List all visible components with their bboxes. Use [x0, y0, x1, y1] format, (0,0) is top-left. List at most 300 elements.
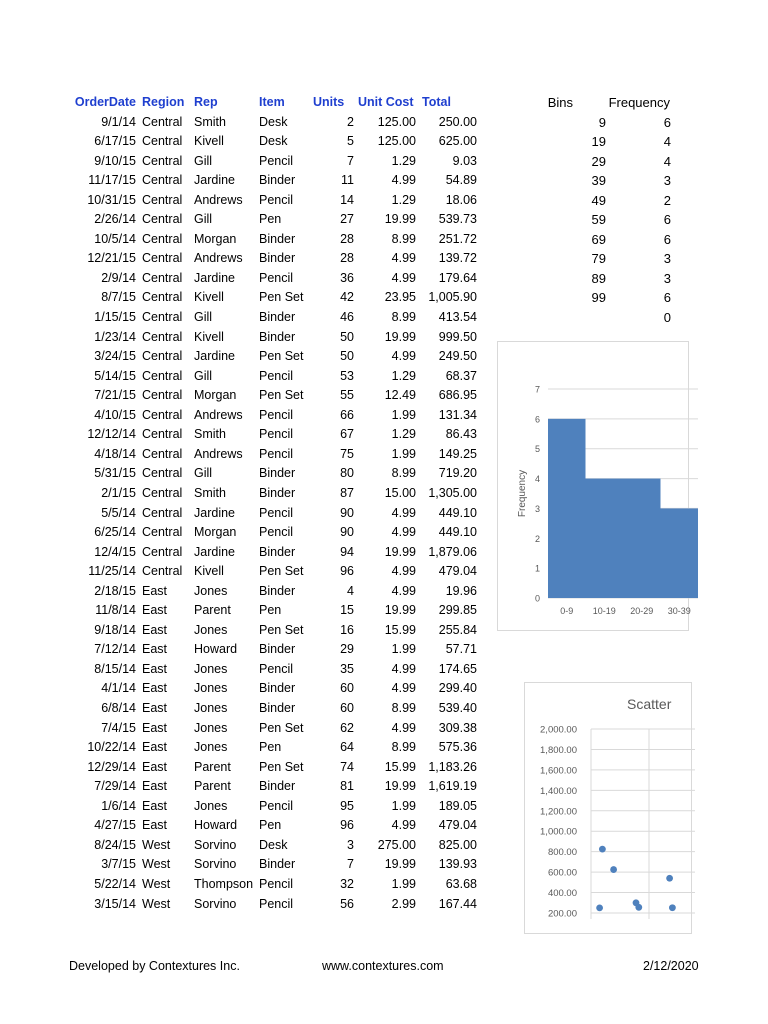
cell-unit-cost: 1.99	[391, 642, 416, 657]
cell-total: 139.72	[438, 251, 477, 266]
x-tick-label: 30-39	[667, 606, 691, 616]
cell-item: Binder	[259, 231, 296, 246]
cell-units: 53	[340, 368, 354, 383]
cell-unit-cost: 15.99	[384, 759, 416, 774]
scatter-point	[599, 846, 606, 853]
cell-order-date: 4/27/15	[94, 818, 136, 833]
cell-rep: Sorvino	[194, 896, 237, 911]
scatter-point	[669, 904, 676, 911]
cell-total: 999.50	[438, 329, 477, 344]
cell-order-date: 12/4/15	[94, 544, 136, 559]
cell-units: 4	[347, 583, 354, 598]
cell-order-date: 10/22/14	[87, 740, 136, 755]
cell-total: 174.65	[438, 661, 477, 676]
cell-units: 67	[340, 427, 354, 442]
cell-unit-cost: 2.99	[391, 896, 416, 911]
cell-region: West	[142, 896, 171, 911]
cell-region: Central	[142, 231, 183, 246]
cell-units: 7	[347, 153, 354, 168]
x-tick-label: 0-9	[560, 606, 574, 616]
cell-region: Central	[142, 114, 183, 129]
header-bins: Bins	[547, 95, 573, 110]
scatter-point	[596, 904, 603, 911]
cell-unit-cost: 12.49	[384, 388, 416, 403]
cell-total: 1,005.90	[428, 290, 477, 305]
cell-item: Pen Set	[259, 564, 304, 579]
cell-unit-cost: 1.99	[391, 876, 416, 891]
cell-order-date: 2/26/14	[94, 212, 136, 227]
cell-rep: Andrews	[194, 446, 243, 461]
cell-unit-cost: 23.95	[384, 290, 416, 305]
cell-unit-cost: 1.29	[391, 427, 416, 442]
cell-rep: Jones	[194, 583, 228, 598]
cell-units: 2	[347, 114, 354, 129]
cell-unit-cost: 8.99	[391, 231, 416, 246]
cell-region: Central	[142, 505, 183, 520]
cell-total: 179.64	[438, 270, 477, 285]
footer-developer: Developed by Contextures Inc.	[69, 959, 240, 973]
cell-rep: Andrews	[194, 251, 243, 266]
cell-item: Pen Set	[259, 290, 304, 305]
cell-frequency: 3	[663, 251, 671, 267]
cell-order-date: 11/17/15	[88, 173, 136, 188]
cell-units: 66	[340, 407, 354, 422]
cell-rep: Smith	[194, 485, 226, 500]
cell-total: 9.03	[452, 153, 477, 168]
y-tick-label: 1	[534, 563, 540, 574]
y-tick-label: 6	[534, 414, 540, 425]
cell-rep: Howard	[194, 642, 238, 657]
cell-rep: Sorvino	[194, 857, 237, 872]
cell-bin: 19	[591, 134, 606, 150]
cell-units: 46	[340, 310, 354, 324]
cell-frequency: 2	[663, 192, 671, 208]
cell-item: Pencil	[259, 446, 294, 461]
cell-order-date: 4/18/14	[94, 446, 136, 461]
histogram-chart[interactable]	[497, 341, 689, 631]
cell-item: Pencil	[259, 192, 294, 207]
cell-region: Central	[142, 544, 183, 559]
cell-rep: Kivell	[194, 134, 224, 149]
y-axis-title: Frequency	[517, 469, 528, 518]
cell-units: 62	[340, 720, 354, 735]
cell-bin: 39	[591, 173, 606, 189]
scatter-plot	[525, 683, 691, 933]
cell-units: 28	[340, 231, 354, 246]
y-tick-label: 1,000.00	[540, 826, 577, 838]
cell-order-date: 5/22/14	[94, 876, 136, 891]
cell-total: 189.05	[438, 798, 477, 813]
cell-rep: Jones	[194, 661, 228, 676]
cell-units: 90	[340, 505, 354, 520]
cell-rep: Parent	[194, 779, 231, 794]
cell-frequency: 6	[663, 212, 671, 228]
cell-region: Central	[142, 153, 183, 168]
cell-rep: Morgan	[194, 388, 237, 403]
cell-units: 75	[340, 446, 354, 461]
cell-unit-cost: 125.00	[377, 114, 416, 129]
histogram-bar	[548, 419, 586, 598]
cell-region: East	[142, 720, 168, 735]
cell-rep: Gill	[194, 466, 213, 481]
cell-units: 32	[340, 876, 354, 891]
cell-region: East	[142, 779, 168, 794]
cell-rep: Gill	[194, 368, 213, 383]
histogram-bar	[586, 479, 624, 598]
cell-frequency: 0	[663, 310, 671, 325]
cell-region: East	[142, 603, 168, 618]
cell-frequency: 6	[663, 290, 671, 306]
cell-rep: Jardine	[194, 349, 235, 364]
cell-order-date: 4/1/14	[101, 681, 136, 696]
cell-rep: Jones	[194, 681, 228, 696]
scatter-chart[interactable]	[524, 682, 692, 934]
cell-frequency: 3	[663, 270, 671, 286]
cell-item: Binder	[259, 681, 296, 696]
cell-region: East	[142, 818, 168, 833]
cell-total: 57.71	[445, 642, 477, 657]
cell-frequency: 3	[663, 173, 671, 189]
cell-total: 149.25	[438, 446, 477, 461]
cell-region: Central	[142, 192, 183, 207]
cell-item: Binder	[259, 329, 296, 344]
cell-units: 60	[340, 701, 354, 715]
cell-unit-cost: 8.99	[391, 740, 416, 755]
cell-item: Binder	[259, 310, 296, 324]
cell-order-date: 8/7/15	[101, 290, 136, 305]
cell-units: 87	[340, 485, 354, 500]
cell-rep: Jardine	[194, 173, 235, 188]
cell-unit-cost: 125.00	[377, 134, 416, 149]
y-tick-label: 600.00	[547, 867, 577, 879]
cell-order-date: 5/5/14	[101, 505, 136, 520]
cell-order-date: 7/21/15	[94, 388, 136, 403]
cell-order-date: 9/1/14	[101, 114, 136, 129]
cell-units: 96	[340, 564, 354, 579]
y-tick-label: 2	[534, 533, 540, 544]
cell-rep: Thompson	[194, 876, 254, 891]
footer-date: 2/12/2020	[643, 959, 699, 973]
cell-region: Central	[142, 564, 183, 579]
cell-total: 86.43	[445, 427, 477, 442]
cell-rep: Andrews	[194, 407, 243, 422]
header-region: Region	[142, 95, 185, 109]
cell-units: 94	[340, 544, 354, 559]
cell-order-date: 11/25/14	[88, 564, 136, 579]
cell-units: 64	[340, 740, 354, 755]
cell-rep: Jardine	[194, 544, 235, 559]
cell-region: Central	[142, 251, 183, 266]
cell-total: 309.38	[438, 720, 477, 735]
scatter-point	[666, 875, 673, 882]
cell-rep: Morgan	[194, 525, 237, 540]
cell-unit-cost: 19.99	[384, 857, 416, 872]
cell-total: 1,879.06	[428, 544, 477, 559]
cell-order-date: 12/12/14	[87, 427, 136, 442]
cell-unit-cost: 1.99	[391, 446, 416, 461]
cell-units: 28	[340, 251, 354, 266]
cell-unit-cost: 15.00	[384, 485, 416, 500]
cell-unit-cost: 4.99	[391, 270, 416, 285]
cell-unit-cost: 4.99	[391, 505, 416, 520]
y-tick-label: 3	[534, 503, 540, 514]
cell-total: 299.85	[438, 603, 477, 618]
cell-rep: Kivell	[194, 290, 224, 305]
cell-unit-cost: 15.99	[384, 622, 416, 637]
cell-unit-cost: 19.99	[384, 329, 416, 344]
cell-total: 625.00	[438, 134, 477, 149]
cell-order-date: 12/29/14	[87, 759, 136, 774]
cell-region: Central	[142, 446, 183, 461]
cell-unit-cost: 1.29	[391, 192, 416, 207]
cell-unit-cost: 8.99	[391, 310, 416, 324]
cell-unit-cost: 8.99	[391, 701, 416, 715]
cell-bin: 89	[591, 270, 606, 286]
cell-item: Desk	[259, 114, 288, 129]
cell-region: East	[142, 759, 168, 774]
cell-item: Pen	[259, 603, 282, 618]
cell-total: 479.04	[438, 818, 477, 833]
cell-region: West	[142, 837, 171, 852]
cell-rep: Jones	[194, 798, 228, 813]
cell-item: Pen	[259, 818, 282, 833]
cell-unit-cost: 4.99	[391, 349, 416, 364]
cell-order-date: 12/21/15	[87, 251, 136, 266]
cell-rep: Sorvino	[194, 837, 237, 852]
cell-order-date: 9/10/15	[94, 153, 136, 168]
cell-units: 5	[347, 134, 354, 149]
cell-item: Pencil	[259, 407, 294, 422]
cell-unit-cost: 275.00	[377, 837, 416, 852]
cell-total: 719.20	[438, 466, 477, 481]
cell-item: Pencil	[259, 368, 294, 383]
cell-item: Pen Set	[259, 622, 304, 637]
cell-total: 139.93	[438, 857, 477, 872]
y-tick-label: 1,800.00	[540, 744, 577, 756]
cell-rep: Andrews	[194, 192, 243, 207]
cell-order-date: 11/8/14	[95, 603, 136, 618]
cell-region: Central	[142, 466, 183, 481]
cell-units: 50	[340, 329, 354, 344]
header-total: Total	[422, 95, 451, 109]
cell-item: Pencil	[259, 270, 294, 285]
cell-unit-cost: 4.99	[391, 661, 416, 676]
cell-item: Pen Set	[259, 720, 304, 735]
y-tick-label: 800.00	[547, 847, 577, 859]
y-tick-label: 1,600.00	[540, 765, 577, 777]
y-tick-label: 1,400.00	[540, 785, 577, 797]
cell-item: Binder	[259, 544, 296, 559]
cell-total: 449.10	[438, 505, 477, 520]
cell-region: East	[142, 642, 168, 657]
cell-order-date: 2/1/15	[101, 485, 136, 500]
y-tick-label: 1,200.00	[540, 806, 577, 818]
cell-frequency: 4	[663, 153, 671, 169]
header-item: Item	[259, 95, 285, 109]
cell-rep: Kivell	[194, 564, 224, 579]
cell-order-date: 5/14/15	[94, 368, 136, 383]
histogram-bar	[623, 479, 661, 598]
cell-total: 18.06	[445, 192, 477, 207]
cell-region: East	[142, 740, 168, 755]
cell-unit-cost: 8.99	[391, 466, 416, 481]
cell-region: Central	[142, 368, 183, 383]
cell-total: 825.00	[438, 837, 477, 852]
header-rep: Rep	[194, 95, 218, 109]
cell-order-date: 2/18/15	[94, 583, 136, 598]
cell-order-date: 8/15/14	[94, 661, 136, 676]
cell-region: Central	[142, 525, 183, 540]
cell-total: 1,305.00	[428, 485, 477, 500]
cell-order-date: 10/31/15	[87, 192, 136, 207]
cell-unit-cost: 1.99	[391, 798, 416, 813]
scatter-point	[635, 904, 642, 911]
cell-region: East	[142, 681, 168, 696]
cell-total: 575.36	[438, 740, 477, 755]
cell-order-date: 1/23/14	[94, 329, 136, 344]
cell-region: East	[142, 661, 168, 676]
y-tick-label: 5	[534, 444, 540, 455]
cell-rep: Smith	[194, 114, 226, 129]
cell-item: Pencil	[259, 896, 294, 911]
cell-item: Pencil	[259, 798, 294, 813]
cell-units: 35	[340, 661, 354, 676]
cell-order-date: 1/6/14	[101, 798, 136, 813]
cell-region: East	[142, 798, 168, 813]
cell-total: 413.54	[438, 310, 477, 324]
cell-bin: 59	[591, 212, 606, 228]
cell-region: Central	[142, 134, 183, 149]
cell-total: 1,619.19	[428, 779, 477, 794]
cell-order-date: 7/12/14	[94, 642, 136, 657]
cell-item: Binder	[259, 857, 296, 872]
cell-item: Pencil	[259, 525, 294, 540]
cell-rep: Howard	[194, 818, 238, 833]
cell-unit-cost: 4.99	[391, 251, 416, 266]
cell-region: Central	[142, 329, 183, 344]
cell-units: 60	[340, 681, 354, 696]
cell-region: West	[142, 876, 171, 891]
cell-region: Central	[142, 388, 183, 403]
cell-units: 11	[341, 173, 354, 188]
cell-total: 68.37	[445, 368, 477, 383]
cell-units: 27	[340, 212, 354, 227]
cell-item: Desk	[259, 134, 288, 149]
cell-total: 249.50	[438, 349, 477, 364]
cell-rep: Jones	[194, 740, 228, 755]
cell-order-date: 5/31/15	[94, 466, 136, 481]
chart-title: Scatter	[627, 696, 672, 712]
y-tick-label: 7	[534, 384, 540, 395]
cell-bin: 29	[591, 153, 606, 169]
histogram-bar	[661, 508, 699, 598]
cell-order-date: 3/24/15	[94, 349, 136, 364]
cell-unit-cost: 4.99	[391, 564, 416, 579]
cell-units: 50	[340, 349, 354, 364]
cell-units: 36	[340, 270, 354, 285]
cell-unit-cost: 19.99	[384, 779, 416, 794]
y-tick-label: 200.00	[547, 908, 577, 920]
cell-item: Pencil	[259, 427, 294, 442]
cell-region: East	[142, 701, 168, 715]
histogram-plot	[498, 342, 691, 630]
cell-total: 686.95	[438, 388, 477, 403]
cell-unit-cost: 19.99	[384, 603, 416, 618]
y-tick-label: 0	[534, 593, 540, 604]
cell-region: Central	[142, 290, 183, 305]
cell-region: East	[142, 583, 168, 598]
cell-units: 3	[347, 837, 354, 852]
cell-region: Central	[142, 310, 183, 324]
cell-rep: Gill	[194, 153, 213, 168]
cell-item: Binder	[259, 173, 296, 188]
cell-order-date: 3/7/15	[101, 857, 136, 872]
cell-rep: Parent	[194, 759, 231, 774]
cell-item: Pen	[259, 740, 282, 755]
cell-units: 90	[340, 525, 354, 540]
cell-total: 1,183.26	[428, 759, 477, 774]
cell-order-date: 1/15/15	[94, 310, 136, 324]
cell-rep: Gill	[194, 310, 213, 324]
cell-item: Binder	[259, 583, 296, 598]
cell-units: 16	[340, 622, 354, 637]
cell-bin: 9	[598, 114, 606, 130]
cell-units: 29	[340, 642, 354, 657]
cell-region: Central	[142, 427, 183, 442]
cell-units: 42	[340, 290, 354, 305]
cell-bin: 69	[591, 231, 606, 247]
cell-region: Central	[142, 407, 183, 422]
cell-item: Pencil	[259, 505, 294, 520]
cell-unit-cost: 1.29	[391, 153, 416, 168]
scatter-point	[610, 866, 617, 873]
cell-item: Pen	[259, 212, 282, 227]
cell-total: 250.00	[438, 114, 477, 129]
cell-rep: Parent	[194, 603, 231, 618]
cell-unit-cost: 1.29	[391, 368, 416, 383]
cell-unit-cost: 4.99	[391, 173, 416, 188]
cell-rep: Jones	[194, 622, 228, 637]
cell-order-date: 2/9/14	[101, 270, 136, 285]
cell-frequency: 4	[663, 134, 671, 150]
cell-units: 96	[340, 818, 354, 833]
cell-order-date: 9/18/14	[94, 622, 136, 637]
header-order-date: OrderDate	[74, 95, 136, 109]
cell-region: Central	[142, 173, 183, 188]
cell-bin: 99	[591, 290, 606, 306]
cell-order-date: 4/10/15	[94, 407, 136, 422]
cell-order-date: 7/29/14	[94, 779, 136, 794]
cell-item: Binder	[259, 642, 296, 657]
cell-units: 55	[340, 388, 354, 403]
cell-order-date: 6/8/14	[101, 701, 136, 715]
cell-rep: Gill	[194, 212, 213, 227]
cell-units: 7	[347, 857, 354, 872]
y-tick-label: 2,000.00	[540, 724, 577, 736]
cell-units: 95	[340, 798, 354, 813]
cell-total: 449.10	[438, 525, 477, 540]
cell-item: Binder	[259, 701, 296, 715]
cell-region: Central	[142, 270, 183, 285]
cell-item: Pen Set	[259, 759, 304, 774]
cell-total: 251.72	[438, 231, 477, 246]
cell-region: East	[142, 622, 168, 637]
header-frequency: Frequency	[608, 95, 670, 110]
footer-website[interactable]: www.contextures.com	[322, 959, 444, 973]
cell-total: 299.40	[438, 681, 477, 696]
cell-item: Binder	[259, 485, 296, 500]
cell-frequency: 6	[663, 114, 671, 130]
